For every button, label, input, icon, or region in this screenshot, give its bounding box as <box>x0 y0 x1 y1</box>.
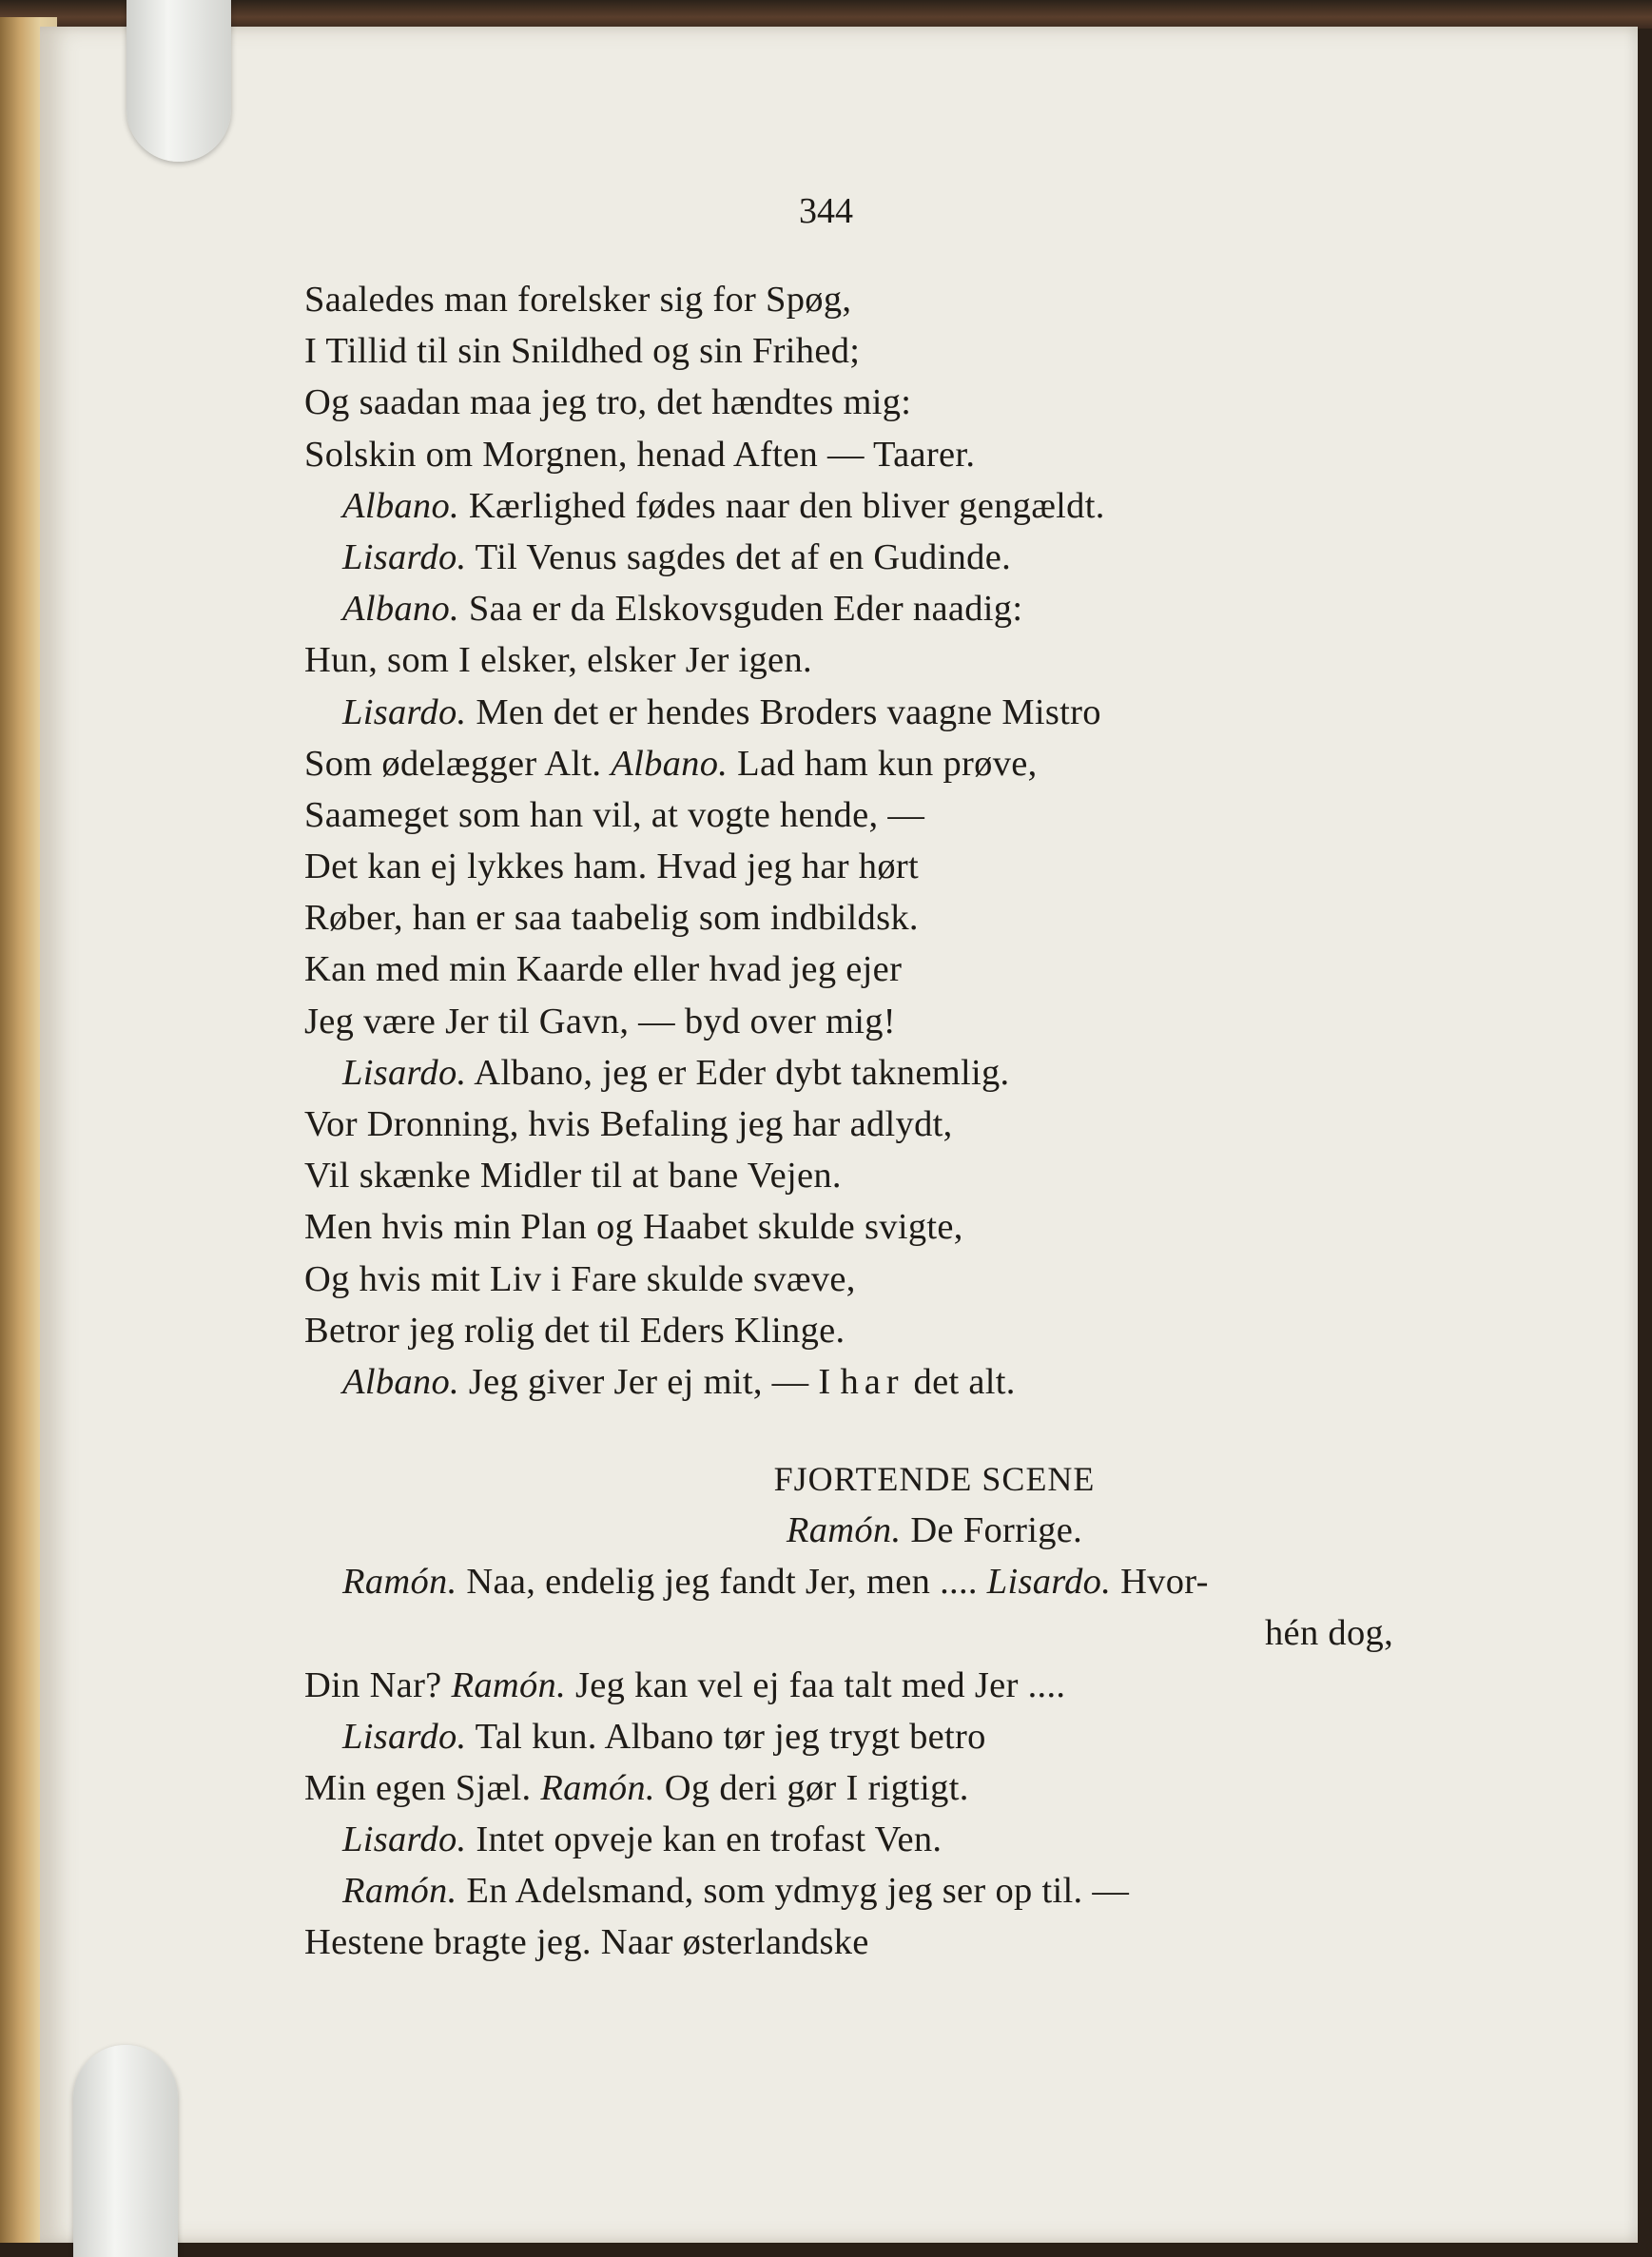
line-text: Lad ham kun prøve, <box>728 743 1038 784</box>
page-clip-bottom <box>73 2045 178 2257</box>
speaker-name: Lisardo. <box>342 1052 467 1093</box>
line-text: hén dog, <box>1265 1613 1393 1654</box>
line-text: Til Venus sagdes det af en Gudinde. <box>466 536 1012 577</box>
scene-subtitle <box>304 1505 1474 1556</box>
text-line <box>304 1254 1474 1305</box>
text-line <box>304 944 1474 995</box>
line-text: Din Nar? <box>304 1664 452 1705</box>
speaker-name: Ramón. <box>451 1664 567 1705</box>
text-line <box>304 532 1474 583</box>
line-text: har <box>840 1361 904 1402</box>
text-line <box>304 377 1474 428</box>
line-text: Intet opveje kan en trofast Ven. <box>466 1819 943 1860</box>
text-line <box>304 1607 1474 1659</box>
line-text: Kan med min Kaarde eller hvad jeg ejer <box>304 949 903 990</box>
text-line <box>304 789 1474 841</box>
speaker-name: Albano. <box>342 589 459 630</box>
line-text: Jeg kan vel ej faa talt med Jer .... <box>566 1664 1066 1705</box>
dialogue-block-1 <box>304 274 1474 1408</box>
speaker-name: Lisardo. <box>342 691 467 732</box>
text-line <box>304 1711 1474 1762</box>
text-line <box>304 1201 1474 1253</box>
text-line <box>304 738 1474 789</box>
text-line <box>304 1556 1474 1607</box>
text-line <box>304 1099 1474 1150</box>
line-text: Saaledes man forelsker sig for Spøg, <box>304 280 852 320</box>
line-text: Kærlighed fødes naar den bliver gengældt. <box>458 485 1105 526</box>
play-text <box>304 274 1474 1969</box>
line-text: En Adelsmand, som ydmyg jeg ser op til. — <box>457 1871 1130 1912</box>
page-number: 344 <box>799 191 853 231</box>
line-text: Hestene bragte jeg. Naar østerlandske <box>304 1922 869 1963</box>
line-text: Min egen Sjæl. <box>304 1767 541 1808</box>
text-line <box>304 1305 1474 1356</box>
page-clip-top <box>126 0 231 162</box>
line-text: Røber, han er saa taabelig som indbildsk. <box>304 898 919 939</box>
line-text: I Tillid til sin Snildhed og sin Frihed; <box>304 331 861 372</box>
speaker-name: Albano. <box>342 485 459 526</box>
speaker-name: Lisardo. <box>342 1819 467 1860</box>
text-line <box>304 1356 1474 1408</box>
text-line <box>304 1660 1474 1711</box>
line-text: Vor Dronning, hvis Befaling jeg har adlydt, <box>304 1104 953 1144</box>
text-line <box>304 1047 1474 1099</box>
speaker-name: Albano. <box>342 1361 459 1402</box>
line-text: Det kan ej lykkes ham. Hvad jeg har hørt <box>304 846 919 887</box>
text-line <box>304 429 1474 480</box>
scene-title: FJORTENDE SCENE <box>773 1460 1096 1499</box>
text-line <box>304 480 1474 532</box>
text-line <box>304 687 1474 738</box>
speaker-name: Ramón. <box>342 1562 457 1603</box>
text-line <box>304 583 1474 634</box>
book-top-edge <box>0 0 1652 29</box>
line-text: Tal kun. Albano tør jeg trygt betro <box>466 1716 986 1757</box>
line-text: det alt. <box>904 1361 1016 1402</box>
text-line <box>304 274 1474 325</box>
text-line <box>304 996 1474 1047</box>
line-text: Hvor- <box>1111 1562 1209 1603</box>
line-text: Betror jeg rolig det til Eders Klinge. <box>304 1310 845 1351</box>
scene-subtitle-speaker: Ramón. <box>786 1510 902 1551</box>
line-text: Som ødelægger Alt. <box>304 743 612 784</box>
text-line <box>304 841 1474 892</box>
line-text: Og saadan maa jeg tro, det hændtes mig: <box>304 382 912 423</box>
line-text: Og hvis mit Liv i Fare skulde svæve, <box>304 1258 856 1299</box>
speaker-name: Lisardo. <box>342 536 467 577</box>
text-line <box>304 1865 1474 1917</box>
line-text: Naa, endelig jeg fandt Jer, men .... <box>457 1562 987 1603</box>
text-line <box>304 1762 1474 1814</box>
line-text: Hun, som I elsker, elsker Jer igen. <box>304 640 812 681</box>
line-text: Men hvis min Plan og Haabet skulde svigte, <box>304 1207 963 1248</box>
scene-subtitle-rest: De Forrige. <box>901 1510 1083 1551</box>
speaker-name: Ramón. <box>342 1871 457 1912</box>
line-text: Og deri gør I rigtigt. <box>654 1767 969 1808</box>
line-text: Solskin om Morgnen, henad Aften — Taarer. <box>304 434 976 475</box>
speaker-name: Lisardo. <box>342 1716 467 1757</box>
line-text: Men det er hendes Broders vaagne Mistro <box>466 691 1101 732</box>
text-line <box>304 1917 1474 1968</box>
speaker-name: Lisardo. <box>986 1562 1112 1603</box>
dialogue-block-2 <box>304 1556 1474 1969</box>
text-line <box>304 634 1474 686</box>
line-text: Albano, jeg er Eder dybt taknemlig. <box>466 1052 1010 1093</box>
line-text: Jeg giver Jer ej mit, — I <box>458 1361 841 1402</box>
line-text: Saa er da Elskovsguden Eder naadig: <box>458 589 1023 630</box>
text-line <box>304 1814 1474 1865</box>
line-text: Jeg være Jer til Gavn, — byd over mig! <box>304 1001 896 1041</box>
speaker-name: Ramón. <box>540 1767 655 1808</box>
line-text: Vil skænke Midler til at bane Vejen. <box>304 1156 842 1197</box>
text-line <box>304 1150 1474 1201</box>
line-text: Saameget som han vil, at vogte hende, — <box>304 794 925 835</box>
text-line <box>304 892 1474 944</box>
text-line <box>304 325 1474 377</box>
speaker-name: Albano. <box>611 743 729 784</box>
